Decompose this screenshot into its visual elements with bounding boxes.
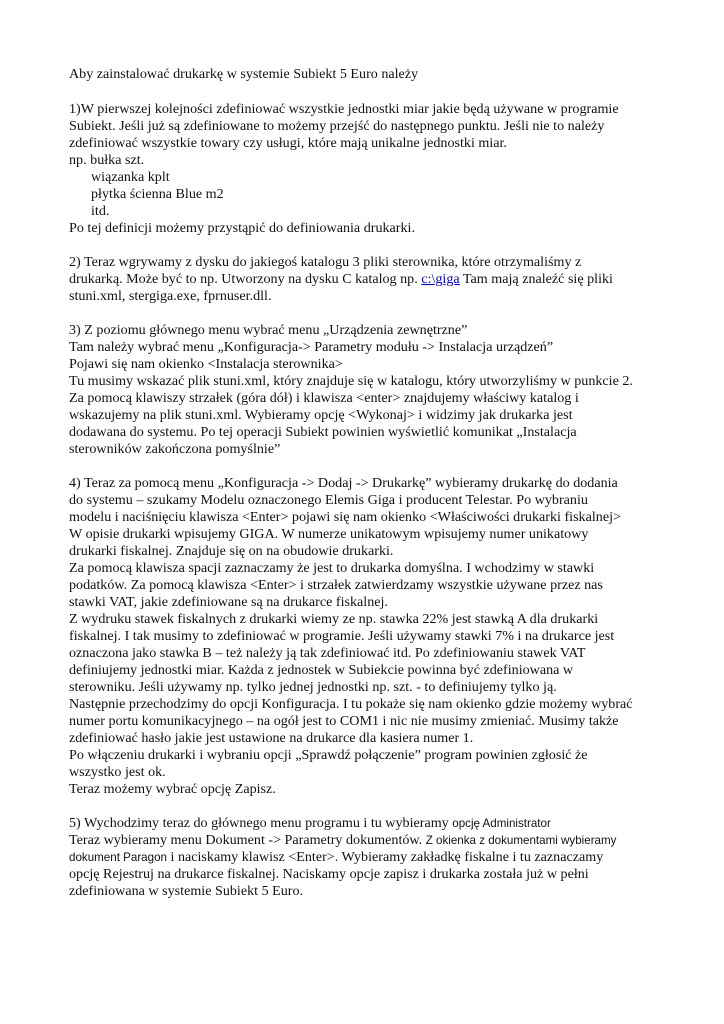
s1-line-6: płytka ścienna Blue m2: [91, 186, 224, 202]
s3-line-3: Pojawi się nam okienko <Instalacja sterownika>: [69, 356, 343, 372]
s1-line-5: wiązanka kplt: [91, 169, 170, 185]
s4-line-18: wszystko jest ok.: [69, 764, 166, 780]
s5-line-3: [69, 849, 603, 866]
s3-line-1: 3) Z poziomu głównego menu wybrać menu „Urządzenia zewnętrzne”: [69, 322, 468, 338]
s5-line-3-a: dokument Paragon: [69, 851, 167, 864]
s3-line-7: dodawana do systemu. Po tej operacji Subiekt powinien wyświetlić komunikat „Instalacja: [69, 424, 577, 440]
s5-line-1-a: 5) Wychodzimy teraz do głównego menu programu i tu wybieramy: [69, 815, 453, 831]
s4-line-11: oznaczona jako stawka B – też należy ją tak zdefiniować itd. Po zdefiniowaniu stawek VAT: [69, 645, 586, 661]
s4-line-13: sterowniku. Jeśli używamy np. tylko jednej jednostki np. szt. - to definiujemy tylko ją.: [69, 679, 557, 695]
s3-line-8: sterowników zakończona pomyślnie”: [69, 441, 281, 457]
s1-line-2: Subiekt. Jeśli już są zdefiniowane to możemy przejść do następnego punktu. Jeśli nie to należy: [69, 118, 605, 134]
s3-line-6: wskazujemy na plik stuni.xml. Wybieramy opcję <Wykonaj> i widzimy jak drukarka jest: [69, 407, 573, 423]
s5-line-4: opcję Rejestruj na drukarce fiskalnej. Naciskamy opcje zapisz i drukarka została już w pełni: [69, 866, 589, 882]
s5-line-5: zdefiniowana w systemie Subiekt 5 Euro.: [69, 883, 304, 899]
s4-line-16: zdefiniować hasło jakie jest ustawione na drukarce dla kasiera numer 1.: [69, 730, 474, 746]
giga-folder-link[interactable]: c:\giga: [421, 271, 460, 287]
s4-line-6: Za pomocą klawisza spacji zaznaczamy że jest to drukarka domyślna. I wchodzimy w stawki: [69, 560, 595, 576]
s5-line-2: [69, 832, 616, 849]
s2-line-2-b: Tam mają znaleźć się pliki: [459, 271, 613, 287]
s1-line-1: 1)W pierwszej kolejności zdefiniować wszystkie jednostki miar jakie będą używane w programie: [69, 101, 619, 117]
s4-line-9: Z wydruku stawek fiskalnych z drukarki wiemy ze np. stawka 22% jest stawką A dla drukarki: [69, 611, 599, 627]
s4-line-19: Teraz możemy wybrać opcję Zapisz.: [69, 781, 276, 797]
s1-line-3: zdefiniować wszystkie towary czy usługi, które mają unikalne jednostki miar.: [69, 135, 507, 151]
s5-line-1: [69, 815, 551, 832]
s4-line-17: Po włączeniu drukarki i wybraniu opcji „Sprawdź połączenie” program powinien zgłosić że: [69, 747, 588, 763]
s1-line-4: np. bułka szt.: [69, 152, 145, 168]
s4-line-15: numer portu komunikacyjnego – na ogół jest to COM1 i nic nie musimy zmieniać. Musimy także: [69, 713, 619, 729]
s4-line-14: Następnie przechodzimy do opcji Konfiguracja. I tu pokaże się nam okienko gdzie możemy wybrać: [69, 696, 633, 712]
s4-line-5: drukarki fiskalnej. Znajduje się on na obudowie drukarki.: [69, 543, 394, 559]
s5-line-1-b: opcję Administrator: [452, 817, 551, 830]
s4-line-1: 4) Teraz za pomocą menu „Konfiguracja -> Dodaj -> Drukarkę” wybieramy drukarkę do dodania: [69, 475, 618, 491]
s2-line-3: stuni.xml, stergiga.exe, fprnuser.dll.: [69, 288, 272, 304]
s4-line-8: stawki VAT, jakie zdefiniowane są na drukarce fiskalnej.: [69, 594, 388, 610]
s2-line-1: 2) Teraz wgrywamy z dysku do jakiegoś katalogu 3 pliki sterownika, które otrzymaliśmy z: [69, 254, 582, 270]
s4-line-3: modelu i naciśnięciu klawisza <Enter> pojawi się nam okienko <Właściwości drukarki fiskalnej>: [69, 509, 621, 525]
s5-line-2-b: Z okienka z dokumentami wybieramy: [425, 834, 617, 847]
s3-line-4: Tu musimy wskazać plik stuni.xml, który znajduje się w katalogu, który utworzyliśmy w punkcie 2.: [69, 373, 633, 389]
s4-line-12: definiujemy jednostki miar. Każda z jednostek w Subiekcie powinna być zdefiniowana w: [69, 662, 574, 678]
s4-line-10: fiskalnej. I tak musimy to zdefiniować w programie. Jeśli używamy stawki 7% i na drukarce jest: [69, 628, 615, 644]
s5-line-3-b: i naciskamy klawisz <Enter>. Wybieramy zakładkę fiskalne i tu zaznaczamy: [166, 849, 604, 865]
s4-line-2: do systemu – szukamy Modelu oznaczonego Elemis Giga i producent Telestar. Po wybraniu: [69, 492, 588, 508]
s2-line-2: [69, 271, 613, 288]
s1-line-8: Po tej definicji możemy przystąpić do definiowania drukarki.: [69, 220, 415, 236]
s1-line-7: itd.: [91, 203, 110, 219]
s4-line-7: podatków. Za pomocą klawisza <Enter> i strzałek zatwierdzamy wszystkie używane przez nas: [69, 577, 603, 593]
s3-line-2: Tam należy wybrać menu „Konfiguracja-> Parametry modułu -> Instalacja urządzeń”: [69, 339, 554, 355]
s2-line-2-a: drukarką. Może być to np. Utworzony na dysku C katalog np.: [69, 271, 422, 287]
s3-line-5: Za pomocą klawiszy strzałek (góra dół) i klawisza <enter> znajdujemy właściwy katalog i: [69, 390, 579, 406]
s5-line-2-a: Teraz wybieramy menu Dokument -> Parametry dokumentów.: [69, 832, 426, 848]
document-title: Aby zainstalować drukarkę w systemie Subiekt 5 Euro należy: [69, 66, 419, 82]
s4-line-4: W opisie drukarki wpisujemy GIGA. W numerze unikatowym wpisujemy numer unikatowy: [69, 526, 589, 542]
